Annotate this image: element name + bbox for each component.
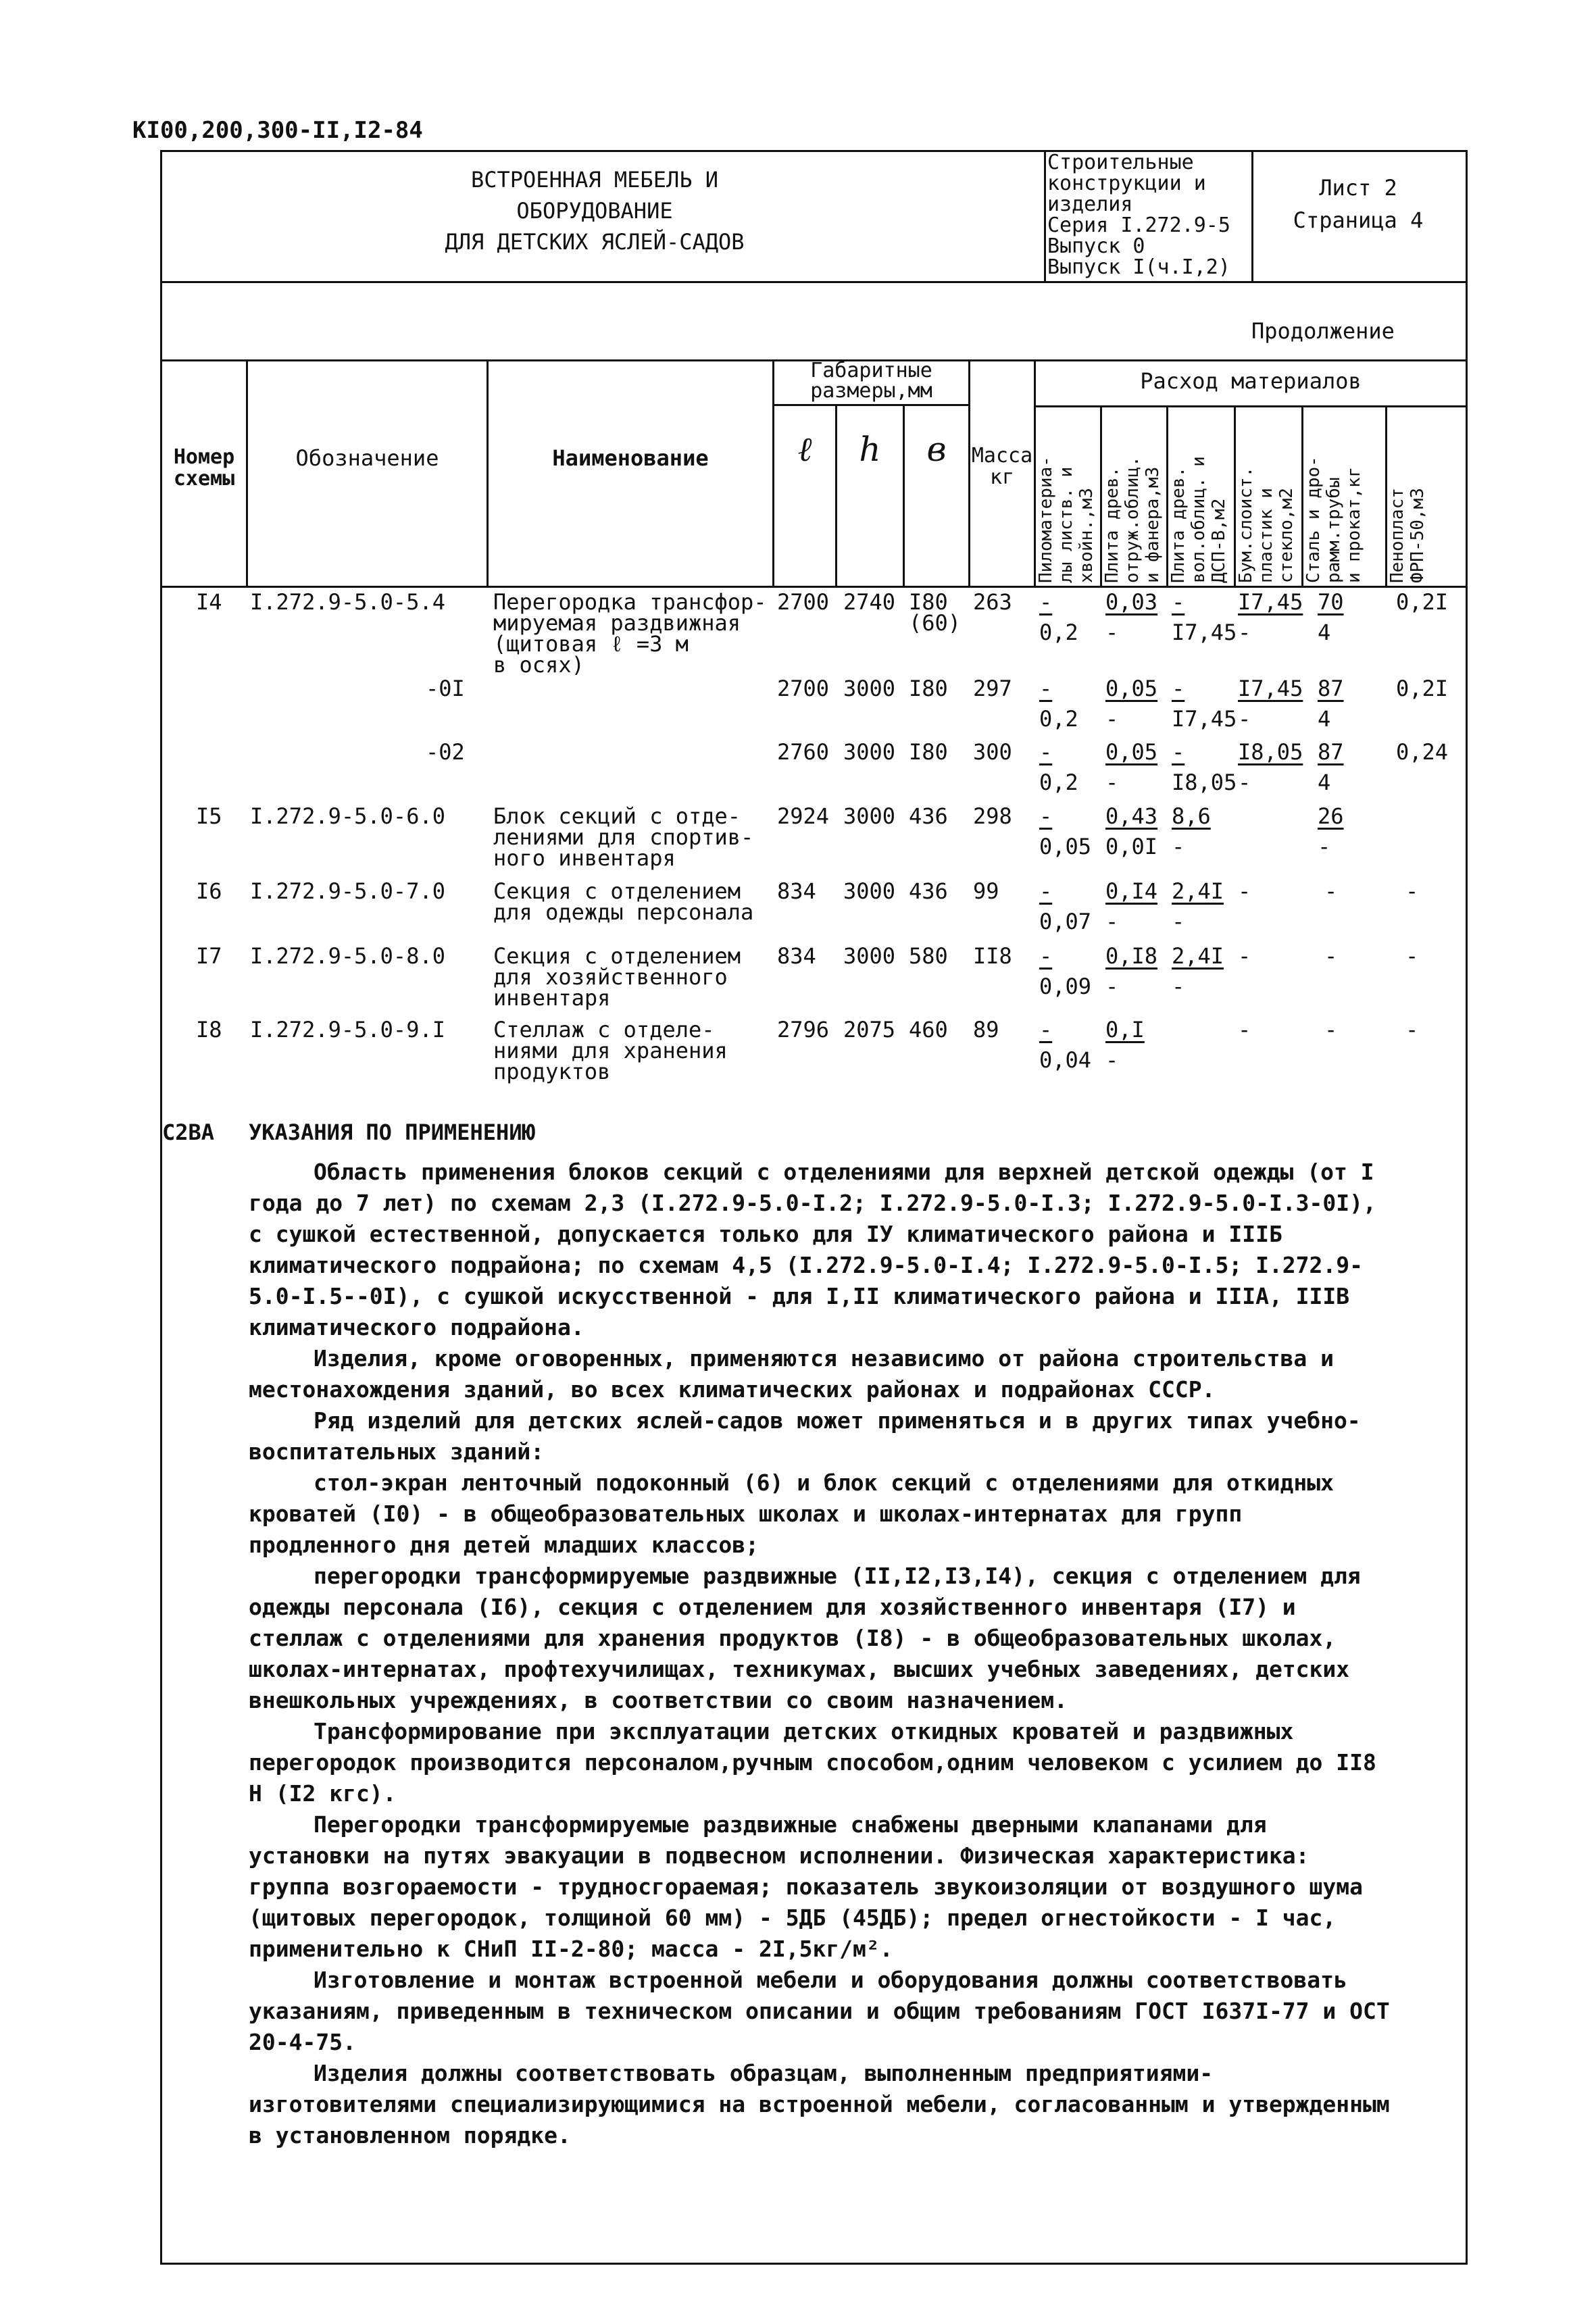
row-m1-top: - xyxy=(1039,739,1053,765)
row-b-2: (60) xyxy=(909,610,962,636)
row-h: 3000 xyxy=(843,803,896,829)
row-m2-top: 0,05 xyxy=(1105,739,1158,765)
row-h: 3000 xyxy=(843,676,896,701)
row-m6: 0,2I xyxy=(1396,589,1449,615)
header-scheme-no-1: Номер xyxy=(173,445,235,469)
row-m2-top: 0,43 xyxy=(1105,803,1158,829)
row-m2-bottom: - xyxy=(1105,1047,1119,1073)
row-m3-bottom: - xyxy=(1172,909,1185,934)
row-h: 3000 xyxy=(843,878,896,904)
row-m5-top: 70 xyxy=(1318,589,1344,615)
row-m1-top: - xyxy=(1039,943,1053,969)
row-m5-top: 87 xyxy=(1318,739,1344,765)
row-m4-bottom: - xyxy=(1238,620,1251,645)
row-m1-top: - xyxy=(1039,589,1053,615)
title-line-2: ОБОРУДОВАНИЕ xyxy=(516,198,673,224)
row-m2-top: 0,I4 xyxy=(1105,878,1158,904)
header-material-2: Плита древ. отруж.облиц. и фанера,м3 xyxy=(1102,456,1163,583)
row-m1-bottom: 0,04 xyxy=(1039,1047,1092,1073)
row-mass: 298 xyxy=(973,803,1012,829)
row-m2-bottom: - xyxy=(1105,706,1119,732)
header-mass-2: кг xyxy=(989,466,1015,489)
row-m1-bottom: 0,2 xyxy=(1039,770,1078,795)
row-l: 2796 xyxy=(777,1017,830,1042)
header-materials-group: Расход материалов xyxy=(1140,368,1362,394)
series-line-3: изделия xyxy=(1047,193,1133,216)
paragraph: стол-экран ленточный подоконный (6) и блок секций с отделениями для откидных кроватей (I0) - в общеобразовательных школах и школах-интернатах для групп продленного дня детей младших классов; xyxy=(249,1469,1334,1558)
section-code: С2ВА xyxy=(162,1120,215,1145)
header-mass-1: Масса xyxy=(971,444,1033,468)
row-name-2: мируемая раздвижная xyxy=(493,610,741,636)
row-no: I7 xyxy=(196,943,222,969)
row-m5-bottom: 4 xyxy=(1318,620,1331,645)
row-name-2: лениями для спортив- xyxy=(493,824,754,850)
header-material-6: Пенопласт ФРП-50,м3 xyxy=(1387,488,1428,583)
header-material-5: Сталь и дро- рамм.трубы и прокат,кг xyxy=(1303,456,1364,583)
row-m5-bottom: 4 xyxy=(1318,770,1331,795)
row-m4-top: - xyxy=(1238,1017,1251,1042)
row-name-1: Стеллаж с отделе- xyxy=(493,1017,715,1042)
row-m3-top: - xyxy=(1172,676,1185,701)
row-name-2: для хозяйственного xyxy=(493,964,728,990)
row-m1-bottom: 0,05 xyxy=(1039,834,1092,859)
row-mass: II8 xyxy=(973,943,1012,969)
row-m6: - xyxy=(1405,878,1419,904)
series-line-1: Строительные xyxy=(1047,151,1194,174)
row-no: I6 xyxy=(196,878,222,904)
series-line-4: Серия I.272.9-5 xyxy=(1047,213,1230,237)
title-line-3: ДЛЯ ДЕТСКИХ ЯСЛЕЙ-САДОВ xyxy=(445,229,745,255)
header-material-1: Пиломатериа- лы листв. и хвойн.,м3 xyxy=(1036,456,1097,583)
row-l: 2760 xyxy=(777,739,830,765)
row-m6: 0,2I xyxy=(1396,676,1449,701)
row-b-1: 460 xyxy=(909,1017,948,1042)
row-name-3: инвентаря xyxy=(493,985,611,1011)
row-m3-top: - xyxy=(1172,739,1185,765)
paragraph: Изготовление и монтаж встроенной мебели и оборудования должны соответствовать указаниям, приведенным в техническом описании и общим требованиям ГОСТ I637I-77 и ОСТ 20-4-75. xyxy=(249,1967,1390,2055)
row-m3-top: 2,4I xyxy=(1172,943,1224,969)
row-m3-bottom: - xyxy=(1172,974,1185,999)
row-h: 2740 xyxy=(843,589,896,615)
row-m5-top: 26 xyxy=(1318,803,1344,829)
row-l: 834 xyxy=(777,878,816,904)
row-name-1: Секция с отделением xyxy=(493,943,741,969)
row-m1-bottom: 0,07 xyxy=(1039,909,1092,934)
document-code: КI00,200,300-II,I2-84 xyxy=(132,117,423,144)
row-b-1: 436 xyxy=(909,878,948,904)
header-dims-1: Габаритные xyxy=(810,359,932,382)
row-name-1: Перегородка трансфор- xyxy=(493,589,767,615)
paragraph: Трансформирование при эксплуатации детских откидных кроватей и раздвижных перегородок производится персоналом,ручным способом,одним человеком с усилием до II8 Н (I2 кгс). xyxy=(249,1718,1376,1807)
row-designation: I.272.9-5.0-8.0 xyxy=(250,943,445,969)
row-m4-bottom: - xyxy=(1238,706,1251,732)
row-designation: I.272.9-5.0-9.I xyxy=(250,1017,445,1042)
row-m5-top: 87 xyxy=(1318,676,1344,701)
row-h: 3000 xyxy=(843,739,896,765)
row-m4-top: I7,45 xyxy=(1238,676,1303,701)
row-m3-top: 8,6 xyxy=(1172,803,1211,829)
page-number: Страница 4 xyxy=(1293,207,1424,233)
row-b-1: 436 xyxy=(909,803,948,829)
row-m3-bottom: I8,05 xyxy=(1172,770,1237,795)
row-no: I5 xyxy=(196,803,222,829)
row-designation: I.272.9-5.0-5.4 xyxy=(250,589,445,615)
usage-instructions xyxy=(249,1157,1401,2151)
row-l: 834 xyxy=(777,943,816,969)
row-b-1: I80 xyxy=(909,676,948,701)
row-name-4: в осях) xyxy=(493,652,584,678)
row-m5-top: - xyxy=(1324,1017,1338,1042)
section-title: УКАЗАНИЯ ПО ПРИМЕНЕНИЮ xyxy=(249,1120,535,1145)
row-m2-bottom: - xyxy=(1105,974,1119,999)
row-b-1: I80 xyxy=(909,589,948,615)
row-m6: 0,24 xyxy=(1396,739,1449,765)
row-name-3: ного инвентаря xyxy=(493,845,676,871)
row-h: 2075 xyxy=(843,1017,896,1042)
row-m3-bottom: I7,45 xyxy=(1172,620,1237,645)
row-m1-top: - xyxy=(1039,1017,1053,1042)
header-dim-b: в xyxy=(926,430,947,469)
series-line-2: конструкции и xyxy=(1047,172,1206,195)
row-m6: - xyxy=(1405,1017,1419,1042)
row-l: 2924 xyxy=(777,803,830,829)
row-m3-bottom: I7,45 xyxy=(1172,706,1237,732)
header-material-4: Бум.слоист. пластик и стекло,м2 xyxy=(1236,466,1297,583)
row-m6: - xyxy=(1405,943,1419,969)
row-m3-top: - xyxy=(1172,589,1185,615)
row-m2-top: 0,I xyxy=(1105,1017,1145,1042)
paragraph: Область применения блоков секций с отделениями для верхней детской одежды (от I года до 7 лет) по схемам 2,3 (I.272.9-5.0-I.2; I.272.9-5.0-I.3; I.272.9-5.0-I.3-0I), с сушкой естественной, допускается только для IУ климатического района и IIIБ климатического подрайона; по схемам 4,5 (I.272.9-5.0-I.4; I.272.9-5.0-I.5; I.272.9-5.0-I.5--0I), с сушкой искусственной - для I,II климатического района и IIIА, IIIВ климатического подрайона. xyxy=(249,1159,1376,1340)
paragraph: перегородки трансформируемые раздвижные (II,I2,I3,I4), секция с отделением для одежды персонала (I6), секция с отделением для хозяйственного инвентаря (I7) и стеллаж с отделениями для хранения продуктов (I8) - в общеобразовательных школах, школах-интернатах, профтехучилищах, техникумах, высших учебных заведениях, детских внешкольных учреждениях, в соответствии со своим назначением. xyxy=(249,1563,1361,1713)
row-l: 2700 xyxy=(777,589,830,615)
header-name: Наименование xyxy=(552,445,709,471)
row-m1-bottom: 0,09 xyxy=(1039,974,1092,999)
row-no: I8 xyxy=(196,1017,222,1042)
paragraph: Перегородки трансформируемые раздвижные снабжены дверными клапанами для установки на путях эвакуации в подвесном исполнении. Физическая характеристика: группа возгораемости - трудносгораемая; показатель звукоизоляции от воздушного шума (щитовых перегородок, толщиной 60 мм) - 5ДБ (45ДБ); предел огнестойкости - I час, применительно к СНиП II-2-80; масса - 2I,5кг/м². xyxy=(249,1811,1364,1962)
row-m3-bottom: - xyxy=(1172,834,1185,859)
series-line-6: Выпуск I(ч.I,2) xyxy=(1047,255,1230,279)
row-m5-top: - xyxy=(1324,943,1338,969)
row-m1-top: - xyxy=(1039,878,1053,904)
paragraph: Ряд изделий для детских яслей-садов может применяться и в других типах учебно-воспитательных зданий: xyxy=(249,1407,1361,1465)
row-no: I4 xyxy=(196,589,222,615)
row-name-3: (щитовая ℓ =3 м xyxy=(493,631,689,657)
header-dim-h: h xyxy=(859,430,881,469)
row-m1-bottom: 0,2 xyxy=(1039,620,1078,645)
row-m5-bottom: 4 xyxy=(1318,706,1331,732)
row-l: 2700 xyxy=(777,676,830,701)
row-m4-top: I8,05 xyxy=(1238,739,1303,765)
row-name-1: Блок секций с отде- xyxy=(493,803,741,829)
row-h: 3000 xyxy=(843,943,896,969)
row-name-2: ниями для хранения xyxy=(493,1038,728,1063)
row-mass: 297 xyxy=(973,676,1012,701)
header-material-3: Плита древ. вол.облиц. и ДСП-В,м2 xyxy=(1168,456,1229,583)
row-name-2: для одежды персонала xyxy=(493,899,754,925)
row-designation: -02 xyxy=(426,739,465,765)
row-designation: -0I xyxy=(426,676,465,701)
row-name-3: продуктов xyxy=(493,1059,611,1084)
row-m1-top: - xyxy=(1039,803,1053,829)
row-m1-top: - xyxy=(1039,676,1053,701)
row-m2-bottom: - xyxy=(1105,770,1119,795)
row-mass: 99 xyxy=(973,878,999,904)
title-line-1: ВСТРОЕННАЯ МЕБЕЛЬ И xyxy=(470,167,719,193)
row-designation: I.272.9-5.0-7.0 xyxy=(250,878,445,904)
row-name-1: Секция с отделением xyxy=(493,878,741,904)
row-m4-bottom: - xyxy=(1238,770,1251,795)
row-m2-top: 0,I8 xyxy=(1105,943,1158,969)
header-dims-2: размеры,мм xyxy=(810,379,932,403)
row-mass: 89 xyxy=(973,1017,999,1042)
row-m1-bottom: 0,2 xyxy=(1039,706,1078,732)
row-m3-top: 2,4I xyxy=(1172,878,1224,904)
paragraph: Изделия, кроме оговоренных, применяются независимо от района строительства и местонахождения зданий, во всех климатических районах и подрайонах СССР. xyxy=(249,1345,1334,1403)
series-line-5: Выпуск 0 xyxy=(1047,234,1145,258)
row-mass: 263 xyxy=(973,589,1012,615)
row-m2-bottom: - xyxy=(1105,909,1119,934)
row-m2-bottom: - xyxy=(1105,620,1119,645)
row-m4-top: I7,45 xyxy=(1238,589,1303,615)
header-designation: Обозначение xyxy=(295,445,439,471)
row-m2-bottom: 0,0I xyxy=(1105,834,1158,859)
row-b-1: I80 xyxy=(909,739,948,765)
row-m2-top: 0,05 xyxy=(1105,676,1158,701)
row-m5-bottom: - xyxy=(1318,834,1331,859)
header-dim-l: ℓ xyxy=(797,430,812,469)
paragraph: Изделия должны соответствовать образцам, выполненным предприятиями-изготовителями специализирующимися на встроенной мебели, согласованным и утвержденным в установленном порядке. xyxy=(249,2060,1390,2148)
row-m5-top: - xyxy=(1324,878,1338,904)
row-designation: I.272.9-5.0-6.0 xyxy=(250,803,445,829)
row-m4-top: - xyxy=(1238,878,1251,904)
row-m2-top: 0,03 xyxy=(1105,589,1158,615)
header-scheme-no-2: схемы xyxy=(173,467,235,491)
row-m4-top: - xyxy=(1238,943,1251,969)
row-b-1: 580 xyxy=(909,943,948,969)
sheet-number: Лист 2 xyxy=(1319,175,1397,201)
row-mass: 300 xyxy=(973,739,1012,765)
continuation-label: Продолжение xyxy=(1251,318,1395,344)
